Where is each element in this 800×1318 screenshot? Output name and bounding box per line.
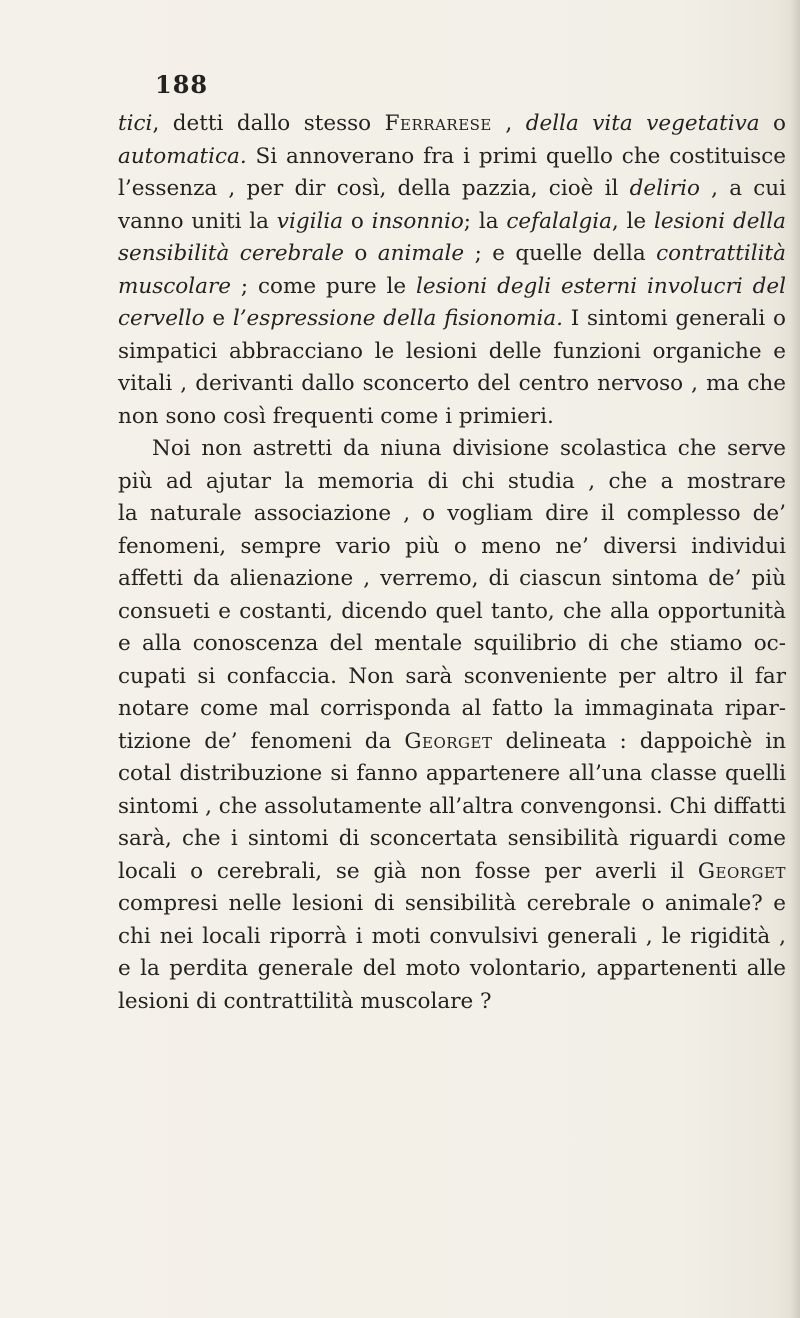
italic-phrase: insonnio [371, 208, 464, 234]
text-run: più ad ajutar la memoria di chi studia , che a mostrare [118, 468, 786, 494]
italic-phrase: cefalalgia [506, 208, 612, 234]
text-run: vitali , derivanti dallo sconcerto del centro nervoso , ma che [118, 371, 786, 396]
text-line [118, 791, 790, 824]
text-line [118, 238, 790, 271]
italic-phrase: muscolare [118, 273, 231, 299]
italic-phrase: contrattilità [656, 241, 786, 266]
text-run: o [759, 111, 787, 136]
author-name: Georget [404, 728, 493, 754]
text-line [118, 498, 790, 531]
text-line [118, 108, 790, 141]
text-run: o [344, 241, 378, 266]
body-text [118, 108, 790, 1018]
text-line [118, 303, 790, 336]
text-line [118, 823, 790, 856]
text-run: vanno uniti la [118, 208, 277, 234]
text-run: ; come pure le [230, 273, 416, 299]
text-line [118, 466, 790, 499]
text-line [118, 758, 790, 791]
text-run: e [204, 306, 233, 331]
text-run: delineata : dappoichè in [492, 728, 786, 754]
text-line [118, 986, 790, 1019]
italic-phrase: l’espressione della fisionomia. [232, 306, 563, 331]
text-run: sarà, che i sintomi di sconcertata sensibilità riguardi come [118, 826, 786, 851]
text-line [118, 856, 790, 889]
text-run: ; e quelle della [464, 241, 657, 266]
text-run: , [491, 111, 526, 136]
text-line [118, 531, 790, 564]
text-run: fenomeni, sempre vario più o meno ne’ diversi individui [118, 533, 786, 559]
text-line [118, 271, 790, 304]
text-line [118, 206, 790, 239]
text-line [118, 661, 790, 694]
text-line [118, 336, 790, 369]
text-line [118, 141, 790, 174]
text-line [118, 693, 790, 726]
text-run: cotal distribuzione si fanno appartenere all’una classe quelli [118, 761, 786, 786]
text-run: e alla conoscenza del mentale squilibrio di che stiamo oc- [118, 631, 786, 656]
text-run: la naturale associazione , o vogliam dire il complesso de’ [118, 501, 786, 526]
italic-phrase: animale [377, 241, 465, 266]
italic-phrase: delirio [629, 176, 700, 201]
italic-phrase: cervello [118, 306, 205, 331]
text-run: , detti dallo stesso [152, 111, 385, 136]
text-run: , a cui [699, 176, 786, 201]
text-run: o [343, 208, 372, 234]
text-run: , le [611, 208, 654, 234]
italic-phrase: della vita vegetativa [525, 111, 760, 136]
text-line [118, 596, 790, 629]
text-run: simpatici abbracciano le lesioni delle funzioni organiche e [118, 338, 786, 364]
text-run: affetti da alienazione , verremo, di ciascun sintoma de’ più [118, 566, 786, 591]
text-line [118, 628, 790, 661]
text-run: locali o cerebrali, se già non fosse per averli il [118, 858, 698, 884]
text-line [118, 921, 790, 954]
text-run: non sono così frequenti come i primieri. [118, 403, 554, 429]
author-name: Georget [697, 858, 786, 884]
italic-phrase: tici [118, 111, 153, 136]
text-line [118, 953, 790, 986]
text-run: cupati si confaccia. Non sarà sconveniente per altro il far [118, 663, 786, 689]
text-run: Si annoverano fra i primi quello che costituisce [246, 143, 786, 169]
text-run: e la perdita generale del moto volontario, appartenenti alle [118, 956, 786, 981]
text-run: lesioni di contrattilità muscolare ? [118, 988, 492, 1014]
italic-phrase: lesioni della [653, 208, 787, 234]
text-line [118, 563, 790, 596]
text-run: consueti e costanti, dicendo quel tanto, che alla opportunità [118, 598, 786, 624]
text-line [118, 888, 790, 921]
text-line [118, 726, 790, 759]
text-run: l’essenza , per dir così, della pazzia, cioè il [118, 176, 630, 201]
text-run: chi nei locali riporrà i moti convulsivi generali , le rigidità , [118, 923, 786, 949]
text-run: I sintomi generali o [563, 306, 786, 331]
text-run: ; la [463, 208, 507, 234]
text-run: sintomi , che assolutamente all’altra convengonsi. Chi diffatti [118, 793, 786, 819]
page-edge-shadow [790, 0, 800, 1318]
text-run: compresi nelle lesioni di sensibilità cerebrale o animale? e [118, 891, 786, 916]
text-run: tizione de’ fenomeni da [118, 728, 405, 754]
text-run: Noi non astretti da niuna divisione scolastica che serve [152, 436, 786, 461]
italic-phrase: sensibilità cerebrale [118, 241, 345, 266]
italic-phrase: lesioni degli esterni involucri del [416, 273, 786, 299]
text-line [118, 173, 790, 206]
italic-phrase: vigilia [276, 208, 344, 234]
text-line [118, 433, 790, 466]
italic-phrase: automatica. [118, 143, 247, 169]
text-line [118, 401, 790, 434]
text-line [118, 368, 790, 401]
author-name: Ferrarese [384, 111, 492, 136]
page-number: 188 [155, 70, 209, 99]
text-run: notare come mal corrisponda al fatto la immaginata ripar- [118, 696, 786, 721]
